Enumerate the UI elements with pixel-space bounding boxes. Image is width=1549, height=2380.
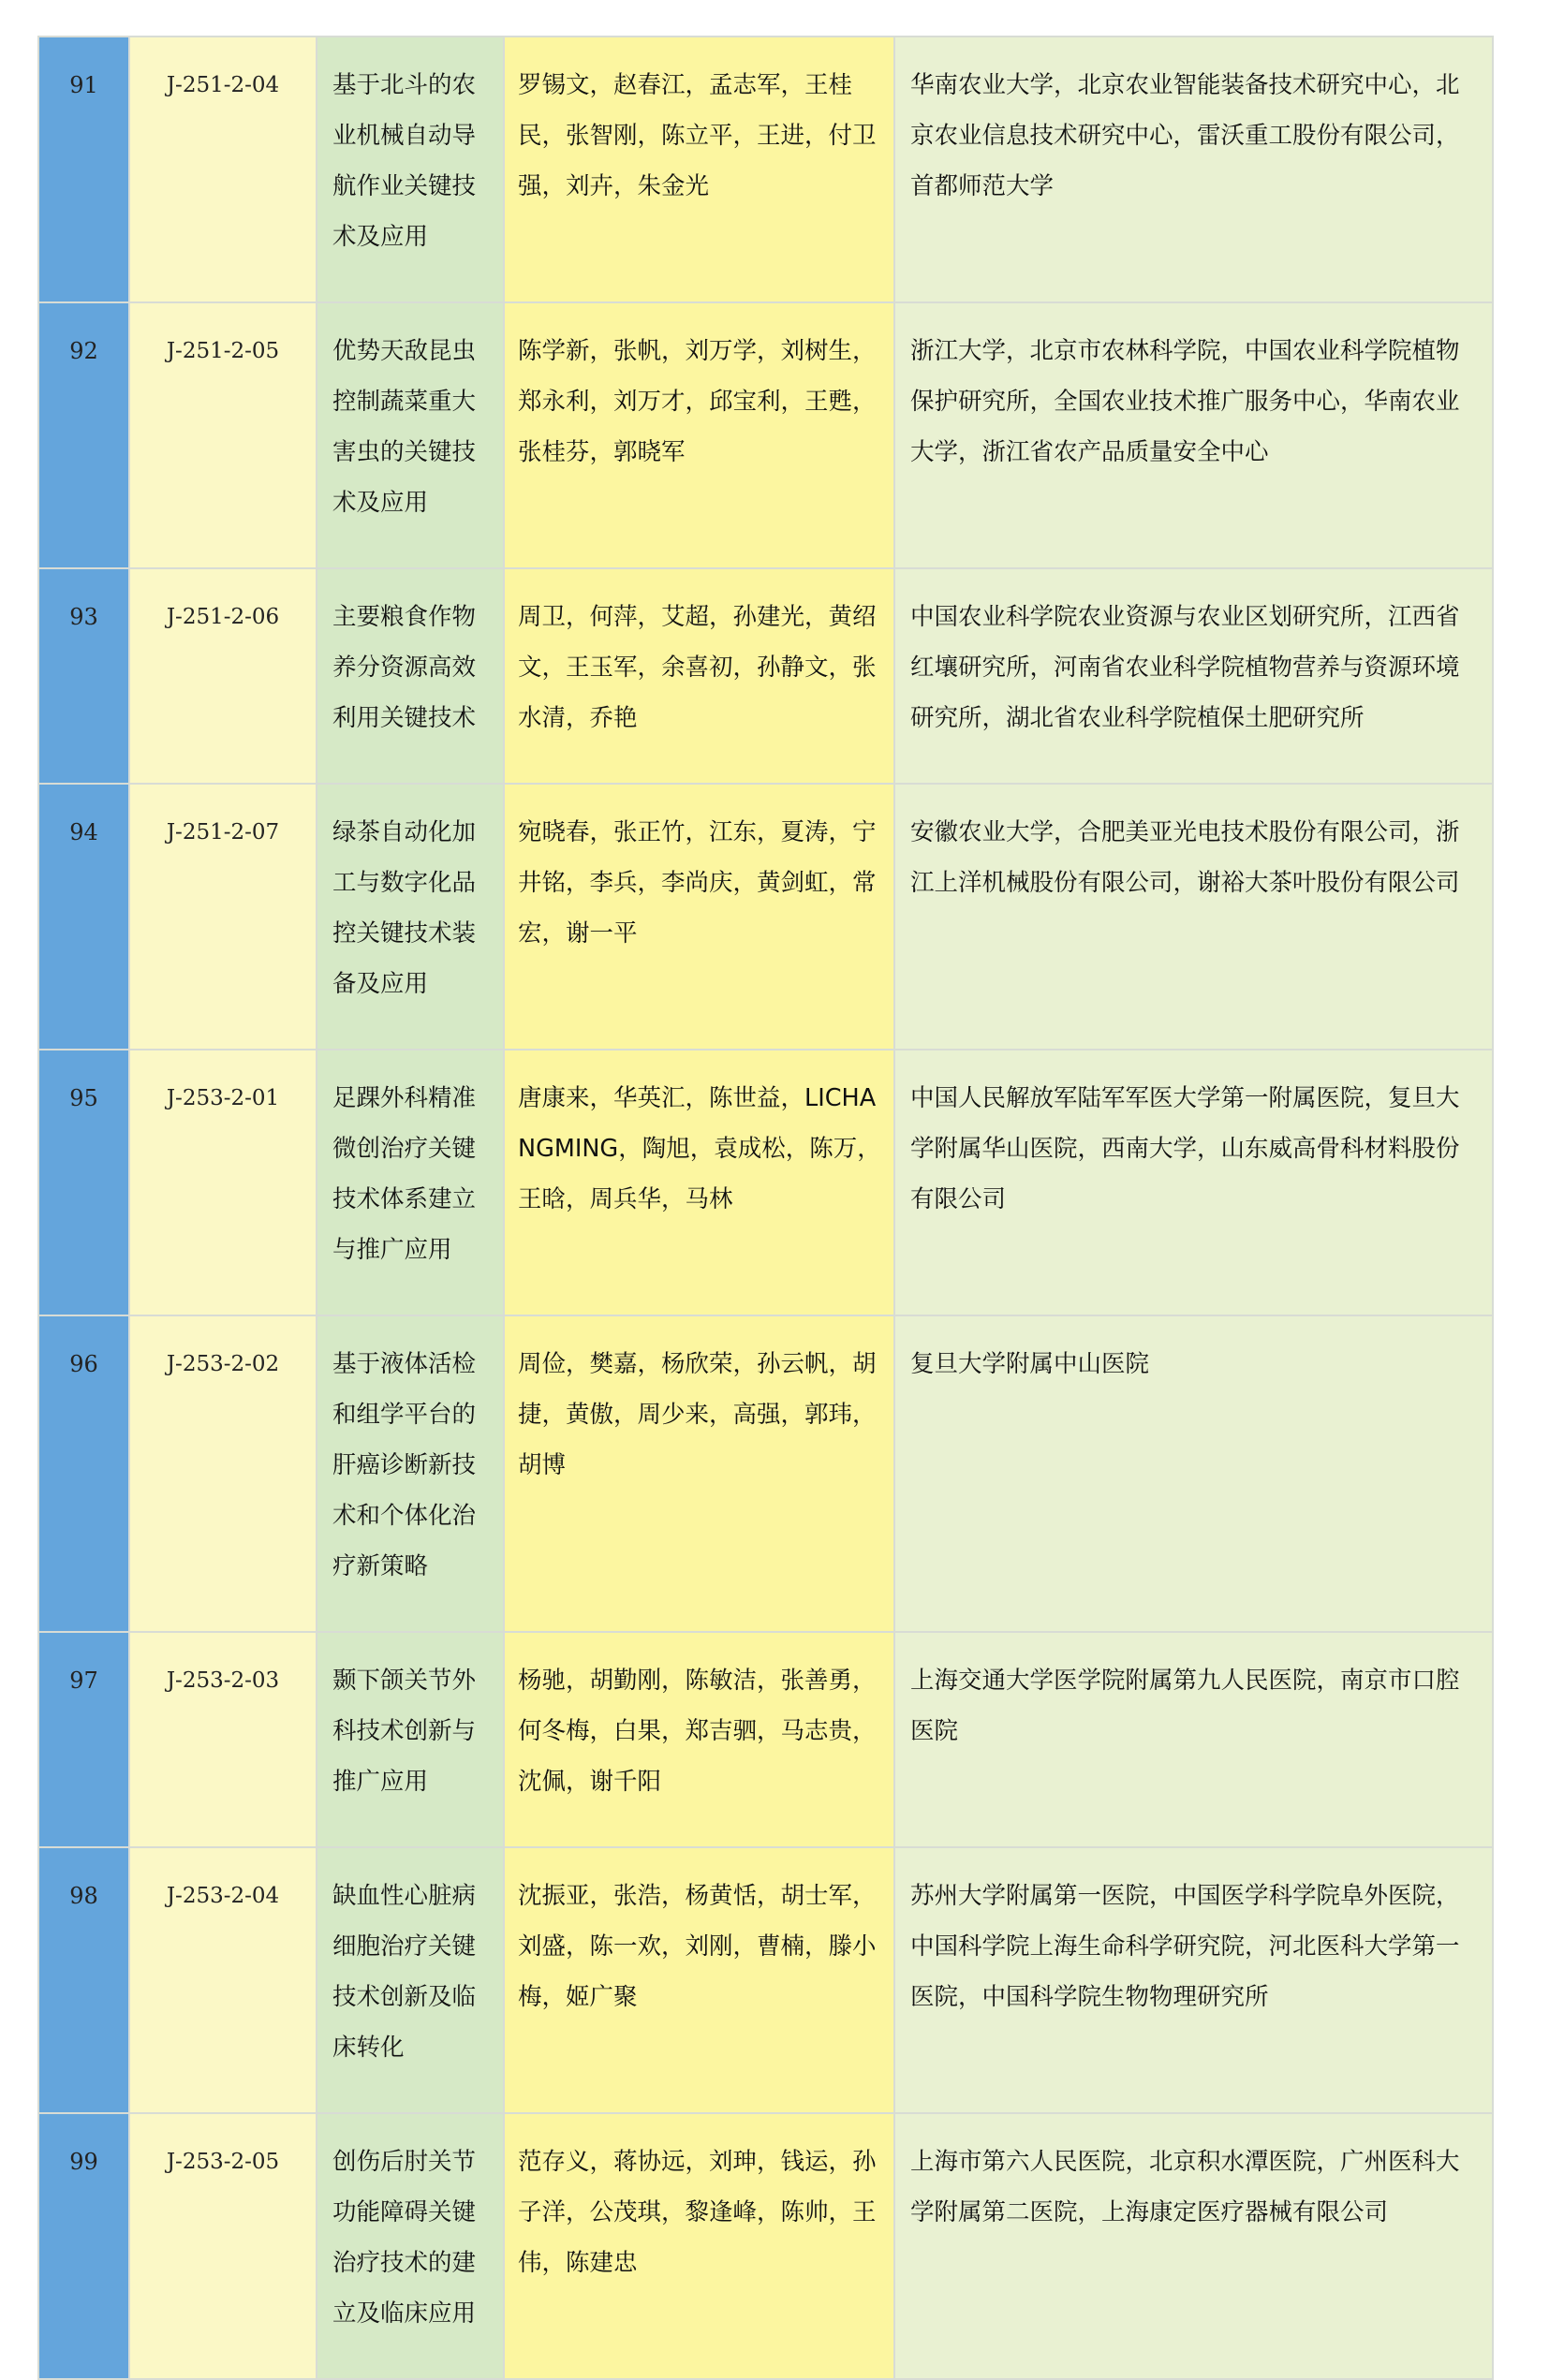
team-members: 周卫，何萍，艾超，孙建光，黄绍文，王玉军，余喜初，孙静文，张水清，乔艳 bbox=[504, 568, 894, 784]
row-index: 93 bbox=[38, 568, 129, 784]
completing-units: 中国农业科学院农业资源与农业区划研究所，江西省红壤研究所，河南省农业科学院植物营养与资源环境研究所，湖北省农业科学院植保土肥研究所 bbox=[894, 568, 1493, 784]
team-members: 范存义，蒋协远，刘珅，钱运，孙子洋，公茂琪，黎逢峰，陈帅，王伟，陈建忠 bbox=[504, 2113, 894, 2379]
table-row bbox=[38, 37, 1493, 302]
project-title: 基于北斗的农业机械自动导航作业关键技术及应用 bbox=[317, 37, 504, 302]
team-members: 沈振亚，张浩，杨黄恬，胡士军，刘盛，陈一欢，刘刚，曹楠，滕小梅，姬广聚 bbox=[504, 1847, 894, 2113]
team-members: 杨驰，胡勤刚，陈敏洁，张善勇，何冬梅，白果，郑吉驷，马志贵，沈佩，谢千阳 bbox=[504, 1632, 894, 1847]
project-title: 绿茶自动化加工与数字化品控关键技术装备及应用 bbox=[317, 784, 504, 1050]
team-members: 宛晓春，张正竹，江东，夏涛，宁井铭，李兵，李尚庆，黄剑虹，常宏，谢一平 bbox=[504, 784, 894, 1050]
row-index: 99 bbox=[38, 2113, 129, 2379]
project-title: 优势天敌昆虫控制蔬菜重大害虫的关键技术及应用 bbox=[317, 302, 504, 568]
project-code: J-251-2-05 bbox=[129, 302, 317, 568]
table-row bbox=[38, 1847, 1493, 2113]
row-index: 97 bbox=[38, 1632, 129, 1847]
row-index: 94 bbox=[38, 784, 129, 1050]
completing-units: 浙江大学，北京市农林科学院，中国农业科学院植物保护研究所，全国农业技术推广服务中心，华南农业大学，浙江省农产品质量安全中心 bbox=[894, 302, 1493, 568]
table-row bbox=[38, 1632, 1493, 1847]
table-row bbox=[38, 568, 1493, 784]
completing-units: 上海市第六人民医院，北京积水潭医院，广州医科大学附属第二医院，上海康定医疗器械有限公司 bbox=[894, 2113, 1493, 2379]
table-row bbox=[38, 302, 1493, 568]
project-title: 主要粮食作物养分资源高效利用关键技术 bbox=[317, 568, 504, 784]
row-index: 95 bbox=[38, 1050, 129, 1315]
row-index: 91 bbox=[38, 37, 129, 302]
project-title: 颞下颌关节外科技术创新与推广应用 bbox=[317, 1632, 504, 1847]
project-title: 足踝外科精准微创治疗关键技术体系建立与推广应用 bbox=[317, 1050, 504, 1315]
project-title: 缺血性心脏病细胞治疗关键技术创新及临床转化 bbox=[317, 1847, 504, 2113]
project-code: J-253-2-04 bbox=[129, 1847, 317, 2113]
row-index: 96 bbox=[38, 1315, 129, 1632]
team-members: 周俭，樊嘉，杨欣荣，孙云帆，胡捷，黄傲，周少来，高强，郭玮，胡博 bbox=[504, 1315, 894, 1632]
project-code: J-251-2-07 bbox=[129, 784, 317, 1050]
team-members: 唐康来，华英汇，陈世益，LICHANGMING，陶旭，袁成松，陈万，王晗，周兵华，马林 bbox=[504, 1050, 894, 1315]
project-code: J-253-2-05 bbox=[129, 2113, 317, 2379]
completing-units: 安徽农业大学，合肥美亚光电技术股份有限公司，浙江上洋机械股份有限公司，谢裕大茶叶股份有限公司 bbox=[894, 784, 1493, 1050]
completing-units: 苏州大学附属第一医院，中国医学科学院阜外医院，中国科学院上海生命科学研究院，河北医科大学第一医院，中国科学院生物物理研究所 bbox=[894, 1847, 1493, 2113]
team-members: 罗锡文，赵春江，孟志军，王桂民，张智刚，陈立平，王进，付卫强，刘卉，朱金光 bbox=[504, 37, 894, 302]
completing-units: 上海交通大学医学院附属第九人民医院，南京市口腔医院 bbox=[894, 1632, 1493, 1847]
completing-units: 复旦大学附属中山医院 bbox=[894, 1315, 1493, 1632]
table-row bbox=[38, 784, 1493, 1050]
project-title: 创伤后肘关节功能障碍关键治疗技术的建立及临床应用 bbox=[317, 2113, 504, 2379]
project-code: J-253-2-03 bbox=[129, 1632, 317, 1847]
project-code: J-253-2-02 bbox=[129, 1315, 317, 1632]
completing-units: 华南农业大学，北京农业智能装备技术研究中心，北京农业信息技术研究中心，雷沃重工股份有限公司，首都师范大学 bbox=[894, 37, 1493, 302]
table-row bbox=[38, 2113, 1493, 2379]
project-title: 基于液体活检和组学平台的肝癌诊断新技术和个体化治疗新策略 bbox=[317, 1315, 504, 1632]
project-code: J-253-2-01 bbox=[129, 1050, 317, 1315]
row-index: 98 bbox=[38, 1847, 129, 2113]
award-table bbox=[37, 36, 1494, 2380]
table-row bbox=[38, 1315, 1493, 1632]
project-code: J-251-2-06 bbox=[129, 568, 317, 784]
team-members: 陈学新，张帆，刘万学，刘树生，郑永利，刘万才，邱宝利，王甦，张桂芬，郭晓军 bbox=[504, 302, 894, 568]
table-row bbox=[38, 1050, 1493, 1315]
project-code: J-251-2-04 bbox=[129, 37, 317, 302]
completing-units: 中国人民解放军陆军军医大学第一附属医院，复旦大学附属华山医院，西南大学，山东威高骨科材料股份有限公司 bbox=[894, 1050, 1493, 1315]
row-index: 92 bbox=[38, 302, 129, 568]
